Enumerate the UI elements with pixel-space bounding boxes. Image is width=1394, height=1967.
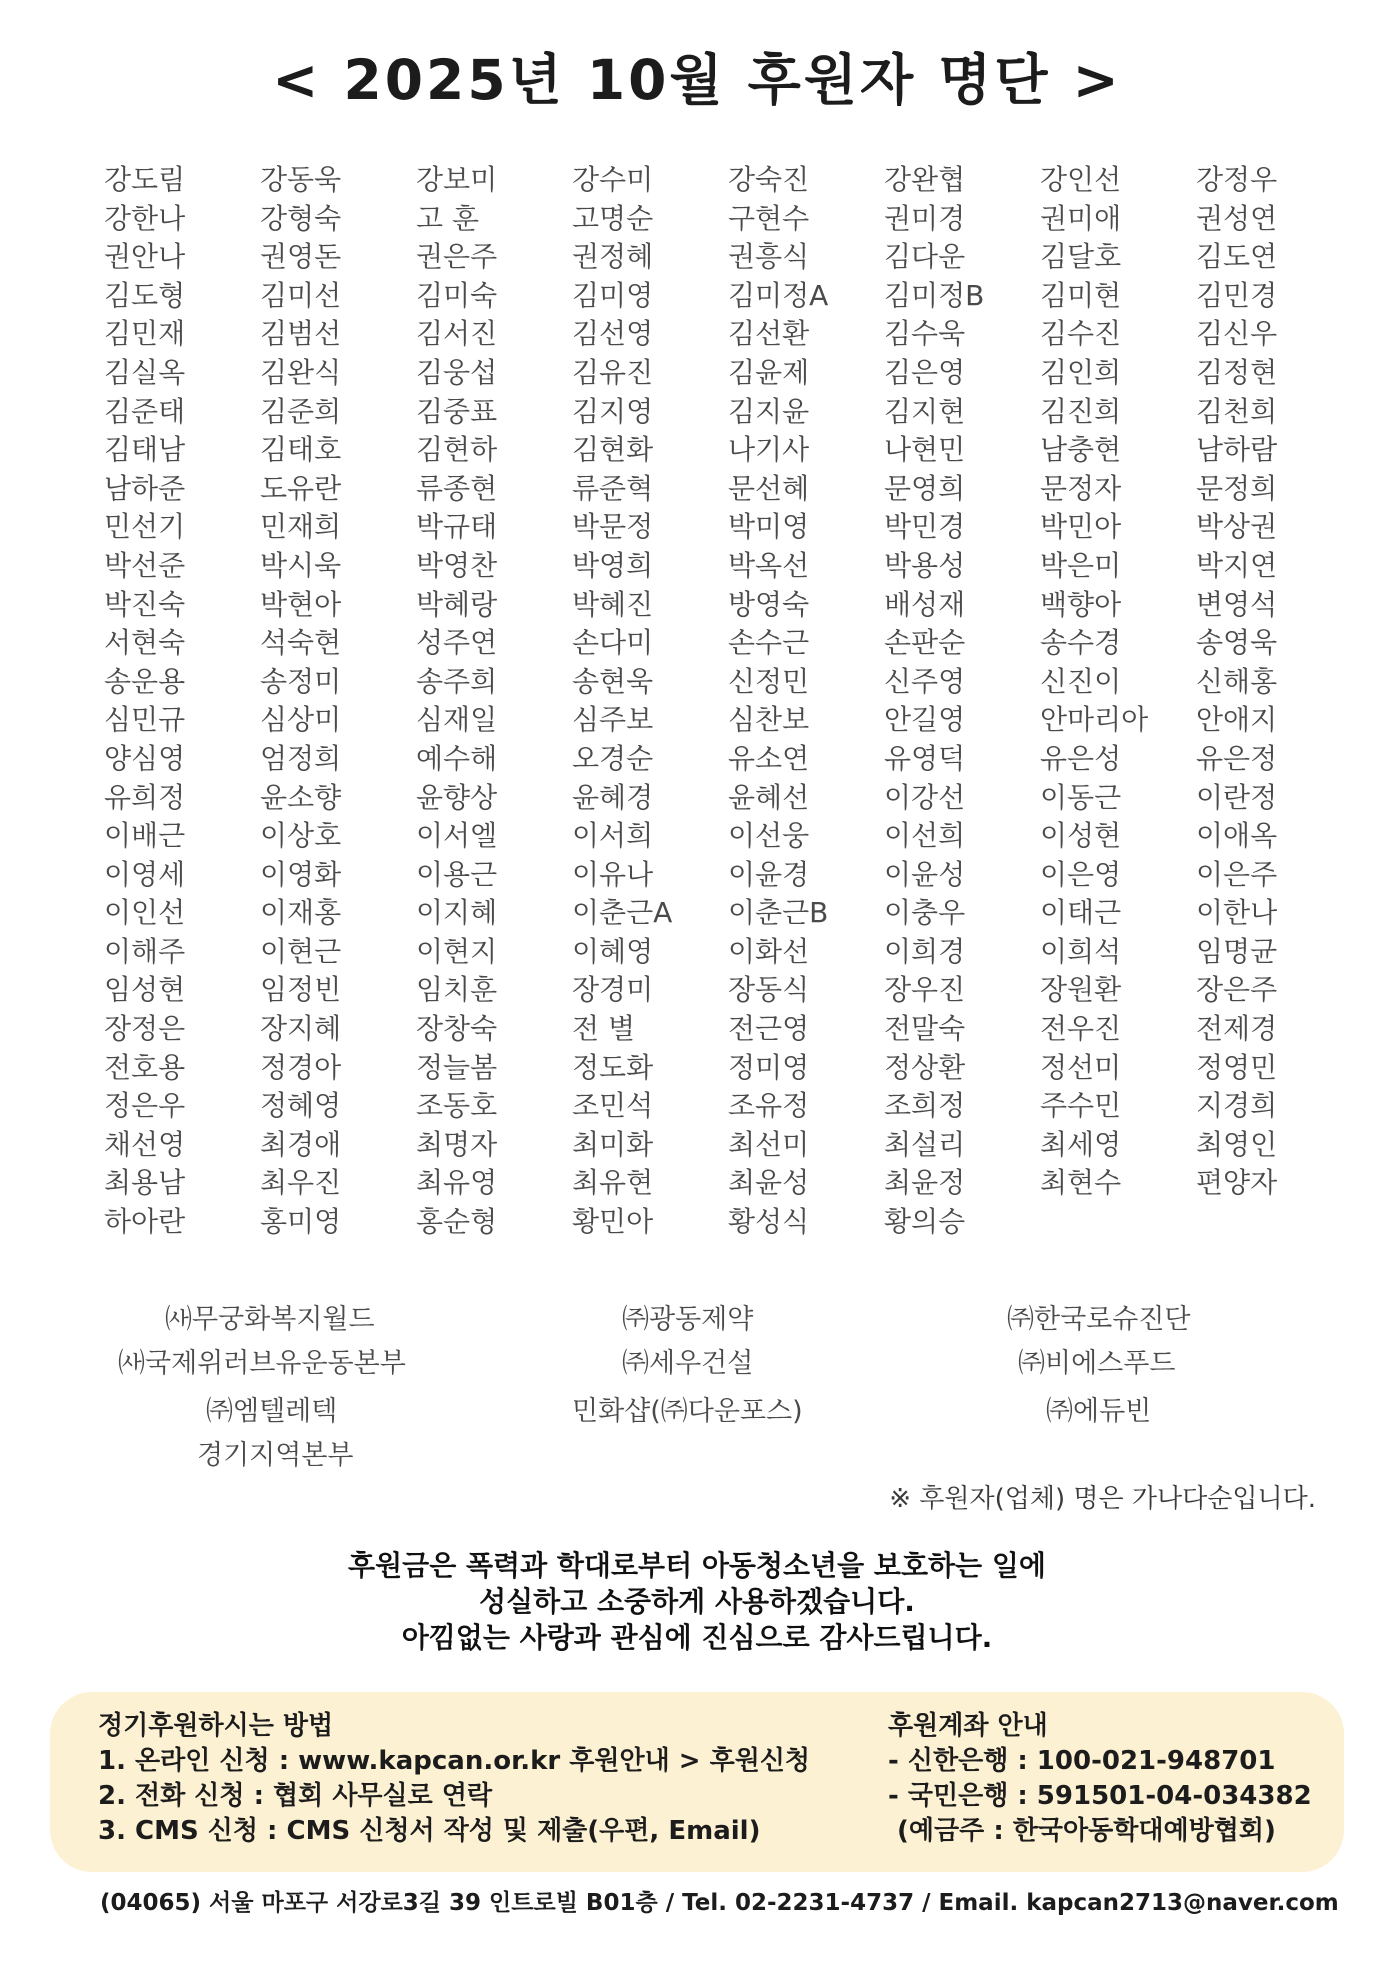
- donor-name: 강도림: [104, 163, 186, 196]
- support-method: 1. 온라인 신청 : www.kapcan.or.kr 후원안내 > 후원신청: [98, 1746, 811, 1776]
- donor-name: 채선영: [104, 1127, 186, 1161]
- donor-name: 전제경: [1196, 1012, 1278, 1046]
- donor-name: 최명자: [416, 1127, 498, 1161]
- donor-name: 정은우: [104, 1089, 186, 1123]
- donor-name: 김정현: [1196, 355, 1278, 389]
- donor-name: 심재일: [416, 703, 498, 737]
- donor-name: 강수미: [572, 163, 654, 196]
- donor-name: 박민아: [1040, 510, 1122, 544]
- donor-name: 심주보: [572, 703, 654, 737]
- account-info-section: [888, 1709, 1312, 1849]
- donor-name: 이춘근A: [572, 896, 673, 930]
- donor-name: 윤혜경: [572, 780, 654, 814]
- donor-name: 정상환: [884, 1050, 966, 1084]
- donor-name: 구현수: [728, 201, 810, 235]
- donor-name: 박은미: [1040, 548, 1122, 582]
- donor-name: 손판순: [884, 626, 966, 660]
- donor-name: 안애지: [1196, 703, 1278, 737]
- donor-name: 문영희: [884, 471, 966, 505]
- donor-name: 홍순형: [416, 1205, 498, 1239]
- account-holder: (예금주 : 한국아동학대예방협회): [888, 1816, 1276, 1846]
- donor-name: 심찬보: [728, 703, 810, 737]
- donor-name: 이춘근B: [728, 896, 829, 930]
- support-method: 3. CMS 신청 : CMS 신청서 작성 및 제출(우편, Email): [98, 1816, 761, 1846]
- donor-name: 박선준: [104, 548, 186, 582]
- donor-name: 이영화: [260, 857, 342, 891]
- donor-name: 최세영: [1040, 1127, 1122, 1161]
- donor-name: 이희석: [1040, 934, 1122, 968]
- regular-support-heading: 정기후원하시는 방법: [98, 1711, 334, 1741]
- donor-name: 최미화: [572, 1127, 654, 1161]
- donor-name: 최유영: [416, 1166, 498, 1200]
- donor-name: 김중표: [416, 394, 498, 428]
- donor-name: 강숙진: [728, 163, 810, 196]
- donor-name: 남하람: [1196, 433, 1278, 467]
- donor-name: 남충현: [1040, 433, 1122, 467]
- donor-name: 강완협: [884, 163, 966, 196]
- donor-name: 권흥식: [728, 240, 810, 274]
- donor-name: 권성연: [1196, 201, 1278, 235]
- donor-name: 김현화: [572, 433, 654, 467]
- donor-name: 김은영: [884, 355, 966, 389]
- donor-name: 임치훈: [416, 973, 498, 1007]
- donor-name: 김태남: [104, 433, 186, 467]
- org-name: ㈜에듀빈: [1046, 1396, 1152, 1427]
- donor-name: 편양자: [1196, 1166, 1278, 1200]
- donor-name: 이용근: [416, 857, 498, 891]
- donor-name: 최영인: [1196, 1127, 1278, 1161]
- donor-name: 전말숙: [884, 1012, 966, 1046]
- donor-name: 전 별: [572, 1012, 635, 1046]
- donor-name: 신해홍: [1196, 664, 1278, 698]
- donor-name: 김민경: [1196, 278, 1278, 312]
- donor-name: 최용남: [104, 1166, 186, 1200]
- donor-name: 임명균: [1196, 934, 1278, 968]
- donor-name: 박현아: [260, 587, 342, 621]
- donor-name: 임성현: [104, 973, 186, 1007]
- donor-name: 최윤성: [728, 1166, 810, 1200]
- donor-name: 이은영: [1040, 857, 1122, 891]
- bank-account: - 신한은행 : 100-021-948701: [888, 1746, 1276, 1776]
- donor-name: 송영욱: [1196, 626, 1278, 660]
- donor-name: 이란정: [1196, 780, 1278, 814]
- donor-name: 이희경: [884, 934, 966, 968]
- donor-name: 안길영: [884, 703, 966, 737]
- donor-name: 강형숙: [260, 201, 342, 235]
- donor-name: 박지연: [1196, 548, 1278, 582]
- donor-name: 홍미영: [260, 1205, 342, 1239]
- donor-name: 유영덕: [884, 741, 966, 775]
- donor-name: 박시욱: [260, 548, 342, 582]
- donor-name: 손다미: [572, 626, 654, 660]
- donor-name: 최경애: [260, 1127, 342, 1161]
- donor-name: 최윤정: [884, 1166, 966, 1200]
- donor-name: 이선웅: [728, 819, 810, 853]
- donor-name: 김천희: [1196, 394, 1278, 428]
- donor-name: 양심영: [104, 741, 186, 775]
- donor-name: 권정혜: [572, 240, 654, 274]
- donor-name: 서현숙: [104, 626, 186, 660]
- donor-name: 김인희: [1040, 355, 1122, 389]
- donor-name: 최유현: [572, 1166, 654, 1200]
- org-name: ㈜한국로슈진단: [1007, 1304, 1191, 1335]
- donor-name: 이태근: [1040, 896, 1122, 930]
- donor-name: 장은주: [1196, 973, 1278, 1007]
- donor-name: 김준태: [104, 394, 186, 428]
- donor-name: 민재희: [260, 510, 342, 544]
- donor-name: 조민석: [572, 1089, 654, 1123]
- page-title: < 2025년 10월 후원자 명단 >: [272, 48, 1122, 112]
- donor-name: 김선환: [728, 317, 810, 351]
- donor-name: 김유진: [572, 355, 654, 389]
- donor-name: 유은정: [1196, 741, 1278, 775]
- donor-name: 유희정: [104, 780, 186, 814]
- donor-name: 정도화: [572, 1050, 654, 1084]
- donor-name: 하아란: [104, 1205, 186, 1239]
- donor-name: 권안나: [104, 240, 186, 274]
- donor-name: 엄정희: [260, 741, 342, 775]
- donor-name: 김미선: [260, 278, 342, 312]
- donor-name: 송주희: [416, 664, 498, 698]
- donor-name: 김수진: [1040, 317, 1122, 351]
- donor-name: 성주연: [416, 626, 498, 660]
- donor-name: 윤혜선: [728, 780, 810, 814]
- donor-name: 강보미: [416, 163, 498, 196]
- donor-name: 김서진: [416, 317, 498, 351]
- donor-name: 강동욱: [260, 163, 342, 196]
- donor-name: 김지현: [884, 394, 966, 428]
- donor-name: 장원환: [1040, 973, 1122, 1007]
- donor-name: 이상호: [260, 819, 342, 853]
- donor-name: 권미경: [884, 201, 966, 235]
- donor-name: 박상권: [1196, 510, 1278, 544]
- donor-name: 전우진: [1040, 1012, 1122, 1046]
- donor-name: 이윤성: [884, 857, 966, 891]
- donor-name: 이동근: [1040, 780, 1122, 814]
- donor-name: 권영돈: [260, 240, 342, 274]
- org-name: ㈔국제위러브유운동본부: [118, 1348, 406, 1379]
- donor-name: 손수근: [728, 626, 810, 660]
- donor-name: 강인선: [1040, 163, 1122, 196]
- donor-name: 김도연: [1196, 240, 1278, 274]
- donor-name: 김미정A: [728, 278, 829, 312]
- donor-name: 김준희: [260, 394, 342, 428]
- donor-name: 안마리아: [1040, 703, 1149, 737]
- org-name: ㈔무궁화복지월드: [165, 1304, 375, 1335]
- donor-name: 신주영: [884, 664, 966, 698]
- donor-name: 박옥선: [728, 548, 810, 582]
- donor-name: 최우진: [260, 1166, 342, 1200]
- donor-name: 박혜랑: [416, 587, 498, 621]
- donor-name: 이현근: [260, 934, 342, 968]
- donor-name: 이현지: [416, 934, 498, 968]
- org-name: ㈜엠텔레텍: [206, 1396, 338, 1427]
- donor-name: 류종현: [416, 471, 498, 505]
- donor-name: 최선미: [728, 1127, 810, 1161]
- donor-name: 김미영: [572, 278, 654, 312]
- donor-name: 이윤경: [728, 857, 810, 891]
- donor-name: 송정미: [260, 664, 342, 698]
- donor-name: 박용성: [884, 548, 966, 582]
- donor-name: 이해주: [104, 934, 186, 968]
- donor-name: 신정민: [728, 664, 810, 698]
- donor-name: 김웅섭: [416, 355, 498, 389]
- donor-name: 나현민: [884, 433, 966, 467]
- donor-name: 김신우: [1196, 317, 1278, 351]
- donor-name: 박진숙: [104, 587, 186, 621]
- donor-name: 오경순: [572, 741, 654, 775]
- donor-name: 박영희: [572, 548, 654, 582]
- donor-name: 정미영: [728, 1050, 810, 1084]
- donor-name: 박규태: [416, 510, 498, 544]
- donor-name: 김미숙: [416, 278, 498, 312]
- donor-name: 김실옥: [104, 355, 186, 389]
- donor-name: 박민경: [884, 510, 966, 544]
- donor-name: 방영숙: [728, 587, 810, 621]
- org-name: ㈜비에스푸드: [1018, 1348, 1176, 1379]
- donor-name: 박미영: [728, 510, 810, 544]
- donor-name: 이영세: [104, 857, 186, 891]
- donor-name: 권미애: [1040, 201, 1122, 235]
- donor-name: 이한나: [1196, 896, 1278, 930]
- donor-name: 이은주: [1196, 857, 1278, 891]
- donor-name: 김선영: [572, 317, 654, 351]
- donor-name: 박영찬: [416, 548, 498, 582]
- donor-name: 최설리: [884, 1127, 966, 1161]
- donor-name: 정혜영: [260, 1089, 342, 1123]
- donor-name: 강정우: [1196, 163, 1278, 196]
- donor-name: 장우진: [884, 973, 966, 1007]
- bank-account: - 국민은행 : 591501-04-034382: [888, 1781, 1312, 1811]
- donor-name: 정영민: [1196, 1050, 1278, 1084]
- donor-name: 황민아: [572, 1205, 654, 1239]
- donor-name: 박혜진: [572, 587, 654, 621]
- donor-name: 이서엘: [416, 819, 498, 853]
- donor-name: 이서희: [572, 819, 654, 853]
- account-info-heading: 후원계좌 안내: [888, 1711, 1048, 1741]
- donor-name: 이성현: [1040, 819, 1122, 853]
- donor-name: 심민규: [104, 703, 186, 737]
- support-info-box: [50, 1692, 1344, 1872]
- donor-name: 백향아: [1040, 587, 1122, 621]
- donor-name: 심상미: [260, 703, 342, 737]
- donor-name: 조동호: [416, 1089, 498, 1123]
- donor-name: 이강선: [884, 780, 966, 814]
- donor-name: 황의승: [884, 1205, 966, 1239]
- donor-name: 김범선: [260, 317, 342, 351]
- donor-name: 민선기: [104, 510, 186, 544]
- donor-name: 조유정: [728, 1089, 810, 1123]
- donor-name: 강한나: [104, 201, 186, 235]
- donor-name: 김지윤: [728, 394, 810, 428]
- donor-name: 고 훈: [416, 201, 479, 235]
- support-method: 2. 전화 신청 : 협회 사무실로 연락: [98, 1781, 493, 1811]
- donor-name: 김미현: [1040, 278, 1122, 312]
- donor-name: 김미정B: [884, 278, 985, 312]
- donor-name: 이혜영: [572, 934, 654, 968]
- donor-name: 김완식: [260, 355, 342, 389]
- donor-name: 장경미: [572, 973, 654, 1007]
- donor-name: 문정희: [1196, 471, 1278, 505]
- sort-order-note: ※ 후원자(업체) 명은 가나다순입니다.: [889, 1484, 1316, 1514]
- donor-name: 김윤제: [728, 355, 810, 389]
- donor-name: 송수경: [1040, 626, 1122, 660]
- donor-name: 나기사: [728, 433, 810, 467]
- donor-name: 문정자: [1040, 471, 1122, 505]
- donor-name: 권은주: [416, 240, 498, 274]
- org-name: ㈜세우건설: [622, 1348, 754, 1379]
- donor-name: 이선희: [884, 819, 966, 853]
- regular-support-section: [98, 1709, 810, 1849]
- donor-name: 장정은: [104, 1012, 186, 1046]
- donor-name: 김민재: [104, 317, 186, 351]
- donor-name: 장창숙: [416, 1012, 498, 1046]
- donor-name: 김진희: [1040, 394, 1122, 428]
- donor-name: 정경아: [260, 1050, 342, 1084]
- donor-name: 남하준: [104, 471, 186, 505]
- donor-name: 이인선: [104, 896, 186, 930]
- donor-name: 고명순: [572, 201, 654, 235]
- donor-name: 유소연: [728, 741, 810, 775]
- thanks-line: 성실하고 소중하게 사용하겠습니다.: [479, 1585, 915, 1618]
- donor-name: 주수민: [1040, 1089, 1122, 1123]
- donor-name: 유은성: [1040, 741, 1122, 775]
- donor-name: 장동식: [728, 973, 810, 1007]
- donor-name: 이재홍: [260, 896, 342, 930]
- donor-name: 이애옥: [1196, 819, 1278, 853]
- donor-name: 정늘봄: [416, 1050, 498, 1084]
- donor-name: 박문정: [572, 510, 654, 544]
- org-name: ㈜광동제약: [622, 1304, 754, 1335]
- donor-name: 배성재: [884, 587, 966, 621]
- donor-name: 변영석: [1196, 587, 1278, 621]
- donor-name: 이지혜: [416, 896, 498, 930]
- donor-name: 최현수: [1040, 1166, 1122, 1200]
- org-name: 경기지역본부: [197, 1440, 354, 1471]
- org-name: 민화샵(㈜다운포스): [572, 1396, 803, 1427]
- donor-name: 류준혁: [572, 471, 654, 505]
- thanks-line: 아낌없는 사랑과 관심에 진심으로 감사드립니다.: [401, 1621, 993, 1654]
- donor-name: 임정빈: [260, 973, 342, 1007]
- donor-name: 예수해: [416, 741, 498, 775]
- donor-name: 조희정: [884, 1089, 966, 1123]
- donor-name: 송현욱: [572, 664, 654, 698]
- donor-name: 김태호: [260, 433, 342, 467]
- donor-name: 이배근: [104, 819, 186, 853]
- donor-name: 윤향상: [416, 780, 498, 814]
- donor-name: 김다운: [884, 240, 966, 274]
- donor-name: 김수욱: [884, 317, 966, 351]
- donor-name: 도유란: [260, 471, 342, 505]
- donor-name: 송운용: [104, 664, 186, 698]
- donor-name: 김도형: [104, 278, 186, 312]
- donor-name: 전호용: [104, 1050, 186, 1084]
- donor-name: 이충우: [884, 896, 966, 930]
- donor-name: 김달호: [1040, 240, 1122, 274]
- donor-name: 신진이: [1040, 664, 1122, 698]
- donor-name: 윤소향: [260, 780, 342, 814]
- donor-name: 김지영: [572, 394, 654, 428]
- donor-name: 석숙현: [260, 626, 342, 660]
- thank-you-message: [0, 1548, 1394, 1656]
- contact-footer: (04065) 서울 마포구 서강로3길 39 인트로빌 B01층 / Tel. 02-2231-4737 / Email. kapcan2713@naver.com: [100, 1890, 1339, 1916]
- donor-name: 장지혜: [260, 1012, 342, 1046]
- donor-name: 전근영: [728, 1012, 810, 1046]
- donor-name: 문선혜: [728, 471, 810, 505]
- donor-name: 황성식: [728, 1205, 810, 1239]
- donor-name: 지경희: [1196, 1089, 1278, 1123]
- donor-name: 정선미: [1040, 1050, 1122, 1084]
- donor-name: 이유나: [572, 857, 654, 891]
- donor-name: 김현하: [416, 433, 498, 467]
- thanks-line: 후원금은 폭력과 학대로부터 아동청소년을 보호하는 일에: [348, 1549, 1046, 1582]
- donor-name-grid: [104, 161, 1352, 1242]
- donor-name: 이화선: [728, 934, 810, 968]
